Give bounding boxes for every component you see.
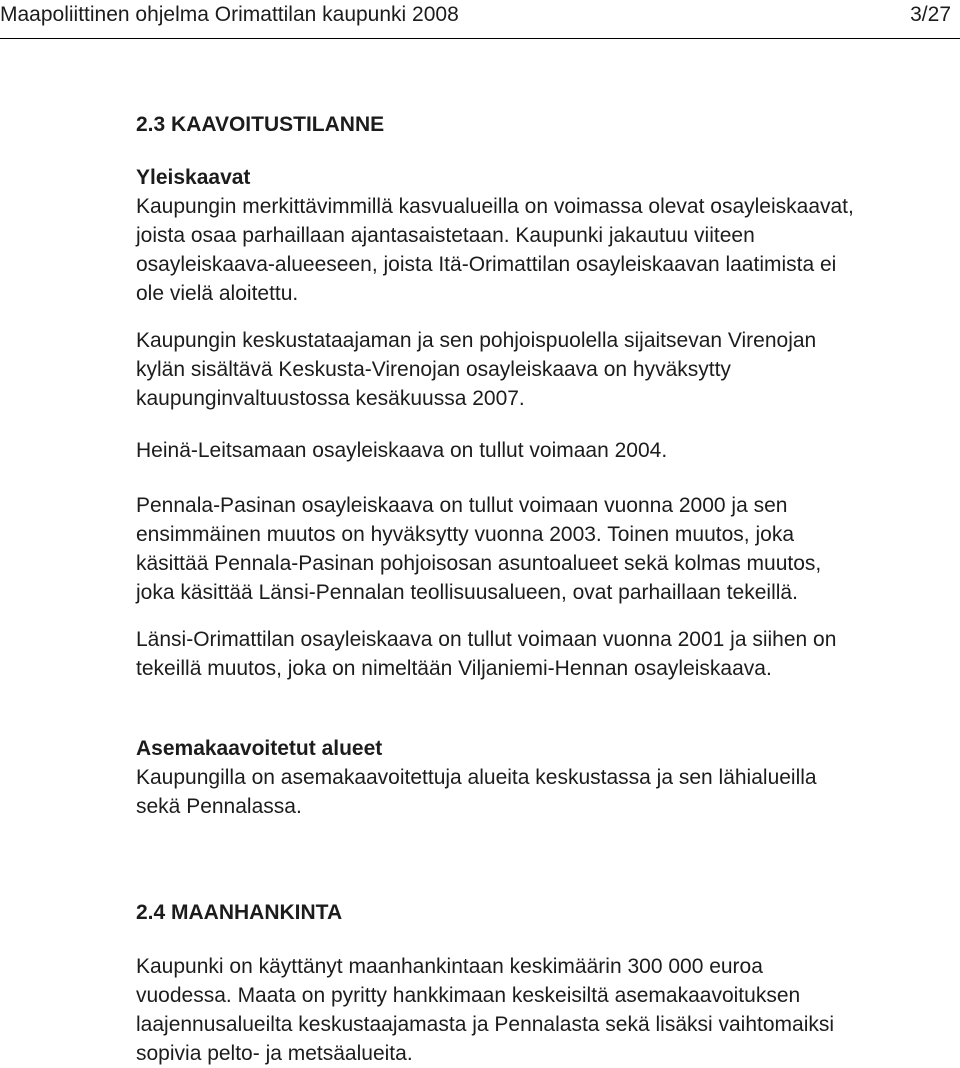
subheading-yleiskaavat: Yleiskaavat xyxy=(136,166,251,189)
subsection-yleiskaavat xyxy=(136,163,946,308)
header-divider xyxy=(0,38,960,39)
paragraph-line: sopivia pelto- ja metsäalueita. xyxy=(136,1042,413,1065)
paragraph-line: käsittää Pennala-Pasinan pohjoisosan asuntoalueet sekä kolmas muutos, xyxy=(136,552,822,575)
subsection-asemakaavoitetut xyxy=(136,734,946,821)
subheading-asemakaavoitetut: Asemakaavoitetut alueet xyxy=(136,737,383,760)
paragraph-line: joka käsittää Länsi-Pennalan teollisuusalueen, ovat parhaillaan tekeillä. xyxy=(136,581,798,604)
paragraph-line: Kaupunki on käyttänyt maanhankintaan keskimäärin 300 000 euroa xyxy=(136,955,763,978)
paragraph-line: tekeillä muutos, joka on nimeltään Viljaniemi-Hennan osayleiskaava. xyxy=(136,657,772,680)
paragraph-line: ensimmäinen muutos on hyväksytty vuonna 2003. Toinen muutos, joka xyxy=(136,523,794,546)
paragraph-line: vuodessa. Maata on pyritty hankkimaan keskeisiltä asemakaavoituksen xyxy=(136,984,801,1007)
document-title: Maapoliittinen ohjelma Orimattilan kaupunki 2008 xyxy=(0,3,459,26)
paragraph-line: osayleiskaava-alueeseen, joista Itä-Orimattilan osayleiskaavan laatimista ei xyxy=(136,253,837,276)
paragraph-line: Länsi-Orimattilan osayleiskaava on tullut voimaan vuonna 2001 ja siihen on xyxy=(136,628,837,651)
paragraph-line: Kaupungin keskustataajaman ja sen pohjoispuolella sijaitsevan Virenojan xyxy=(136,329,817,352)
paragraph-line: Kaupungilla on asemakaavoitettuja alueita keskustassa ja sen lähialueilla xyxy=(136,766,817,789)
page-header xyxy=(0,0,960,40)
paragraph-lansi-orimattila xyxy=(136,625,946,683)
paragraph-line: Kaupungin merkittävimmillä kasvualueilla on voimassa olevat osayleiskaavat, xyxy=(136,195,854,218)
paragraph-maanhankinta xyxy=(136,952,946,1068)
section-heading-maanhankinta: 2.4 MAANHANKINTA xyxy=(136,901,343,924)
paragraph-keskusta-virenoja xyxy=(136,326,946,413)
paragraph-line: joista osaa parhaillaan ajantasaistetaan. Kaupunki jakautuu viiteen xyxy=(136,224,755,247)
paragraph-line: kylän sisältävä Keskusta-Virenojan osayleiskaava on hyväksytty xyxy=(136,358,731,381)
paragraph-line: ole vielä aloitettu. xyxy=(136,282,299,305)
paragraph-heina-leitsamaa xyxy=(136,436,946,465)
paragraph-line: Pennala-Pasinan osayleiskaava on tullut voimaan vuonna 2000 ja sen xyxy=(136,494,788,517)
paragraph-line: Heinä-Leitsamaan osayleiskaava on tullut voimaan 2004. xyxy=(136,439,668,462)
page-number: 3/27 xyxy=(910,3,951,26)
paragraph-line: sekä Pennalassa. xyxy=(136,795,302,818)
section-heading-kaavoitustilanne: 2.3 KAAVOITUSTILANNE xyxy=(136,113,385,136)
paragraph-pennala-pasina xyxy=(136,491,946,607)
paragraph-line: laajennusalueilta keskustaajamasta ja Pennalasta sekä lisäksi vaihtomaiksi xyxy=(136,1013,835,1036)
paragraph-line: kaupunginvaltuustossa kesäkuussa 2007. xyxy=(136,387,525,410)
